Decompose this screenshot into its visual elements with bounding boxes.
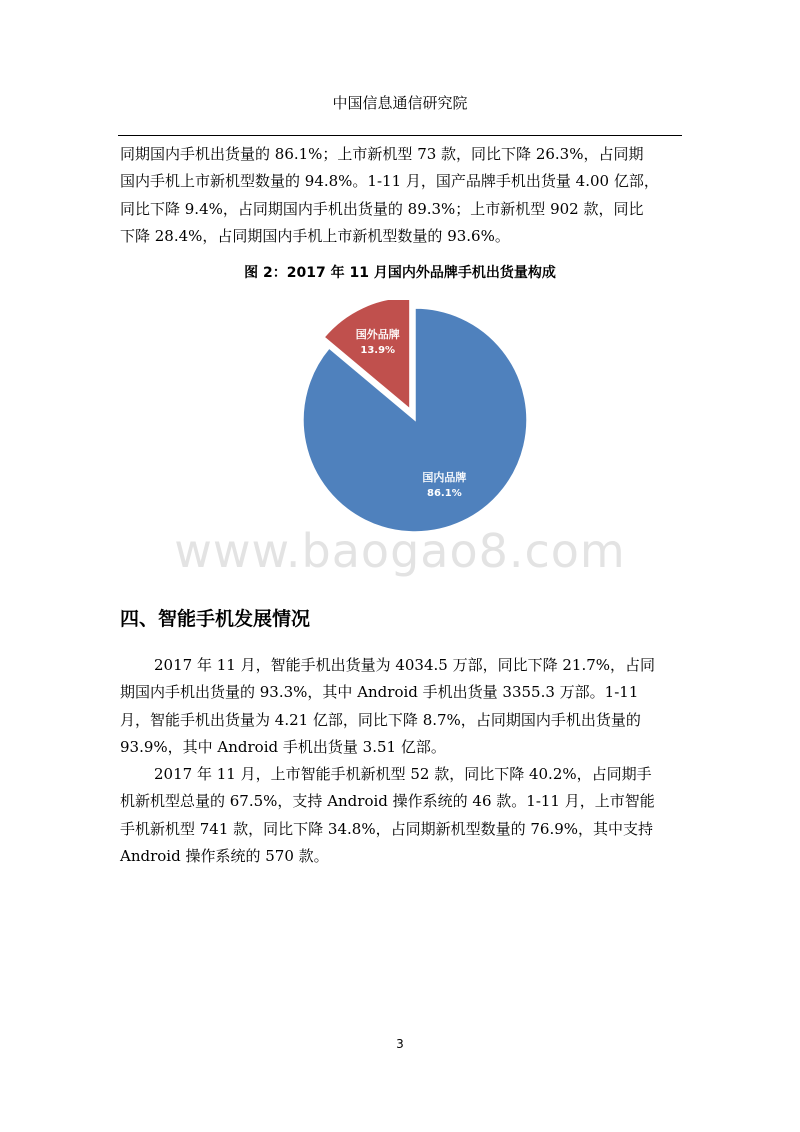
paragraph-line: 2017 年 11 月，智能手机出货量为 4034.5 万部，同比下降 21.7%，占同 [154,656,656,674]
watermark: www.baogao8.com [174,524,626,578]
paragraph-line: 2017 年 11 月，上市智能手机新机型 52 款，同比下降 40.2%，占同期手 [154,765,652,783]
paragraph-3 [120,761,682,870]
pie-slice-value-label: 13.9% [360,345,396,357]
pie-chart [290,300,540,540]
section-heading: 四、智能手机发展情况 [120,608,311,630]
paragraph-line: 下降 28.4%，占同期国内手机上市新机型数量的 93.6%。 [120,226,510,245]
pie-slice-value-label: 86.1% [427,487,462,499]
paragraph-2 [120,652,682,761]
paragraph-line: 国内手机上市新机型数量的 94.8%。1-11 月，国产品牌手机出货量 4.00 亿部， [120,172,659,191]
paragraph-line: 期国内手机出货量的 93.3%，其中 Android 手机出货量 3355.3 万部。1-11 [120,683,639,702]
paragraph-1 [120,141,682,250]
paragraph-line: 93.9%，其中 Android 手机出货量 3.51 亿部。 [120,737,446,756]
page-header: 中国信息通信研究院 [332,94,468,112]
paragraph-line: 同比下降 9.4%，占同期国内手机出货量的 89.3%；上市新机型 902 款，同比 [120,199,644,218]
paragraph-line: 同期国内手机出货量的 86.1%；上市新机型 73 款，同比下降 26.3%，占同期 [120,145,644,163]
paragraph-line: Android 操作系统的 570 款。 [120,846,329,865]
paragraph-line: 月，智能手机出货量为 4.21 亿部，同比下降 8.7%，占同期国内手机出货量的 [120,710,641,729]
header-divider [118,135,682,136]
pie-slice-label: 国内品牌 [422,470,467,484]
paragraph-line: 机新机型总量的 67.5%，支持 Android 操作系统的 46 款。1-11 月，上市智能 [120,792,655,811]
paragraph-line: 手机新机型 741 款，同比下降 34.8%，占同期新机型数量的 76.9%，其中支持 [120,819,654,838]
pie-slice-label: 国外品牌 [355,328,400,342]
figure-title: 图 2：2017 年 11 月国内外品牌手机出货量构成 [244,265,556,281]
page-number: 3 [396,1037,404,1051]
